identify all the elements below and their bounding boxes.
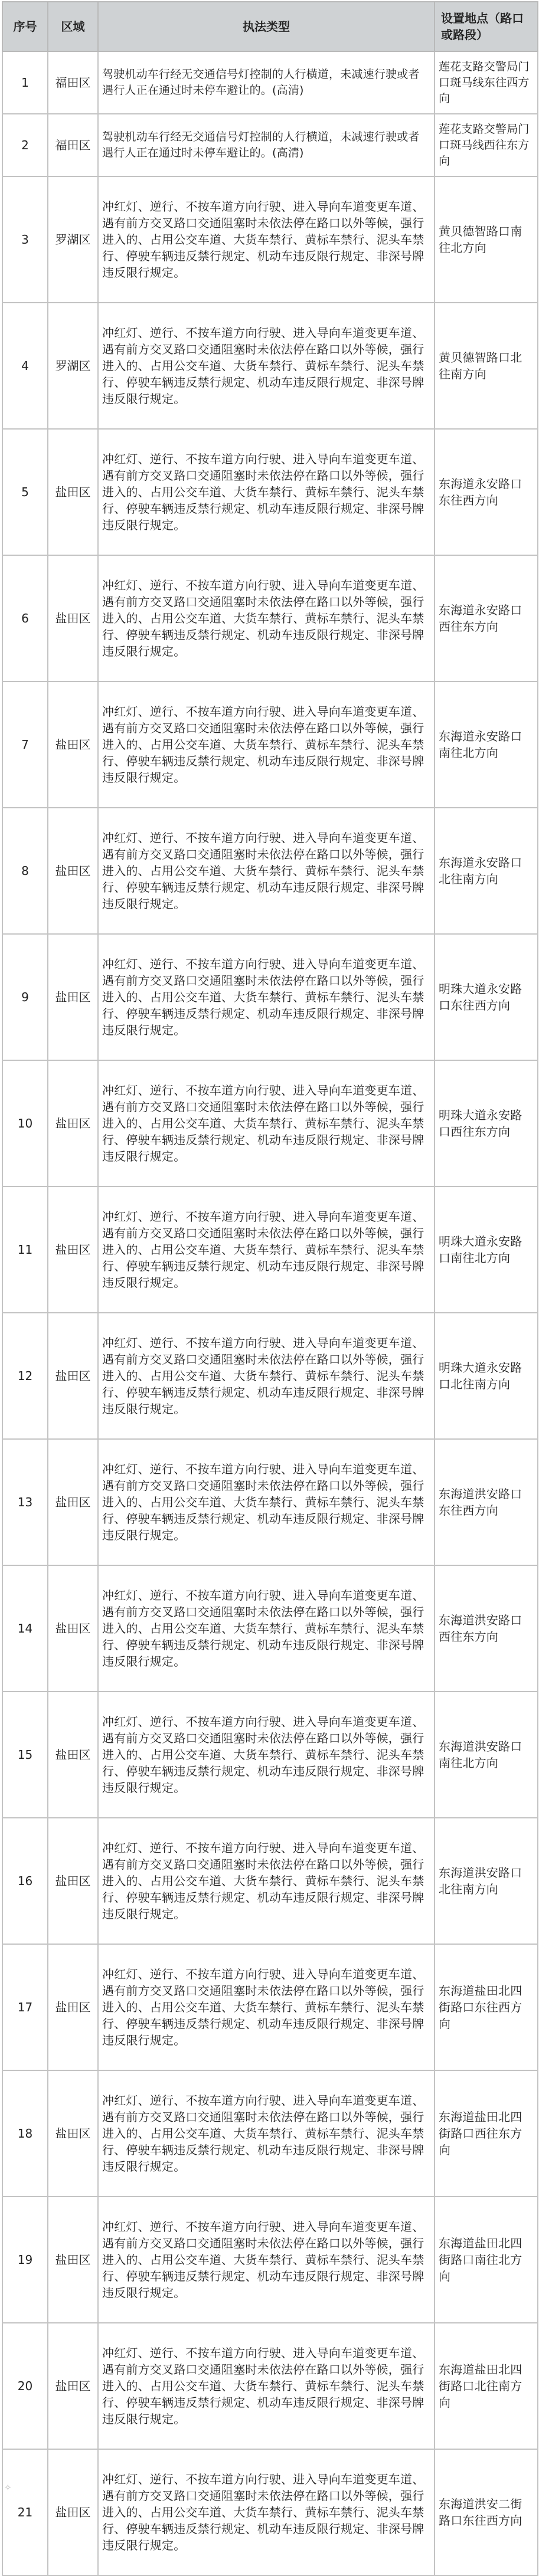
- table-row: [2, 1565, 538, 1692]
- row-location: 黄贝德智路口南往北方向: [435, 176, 538, 303]
- row-district: 盐田区: [48, 934, 98, 1060]
- table-row: [2, 1818, 538, 1944]
- row-location: 东海道永安路口西往东方向: [435, 555, 538, 681]
- row-location: 东海道永安路口东往西方向: [435, 429, 538, 555]
- row-location: 东海道盐田北四街路口北往南方向: [435, 2323, 538, 2449]
- row-district: 盐田区: [48, 555, 98, 681]
- row-num: 6: [2, 555, 48, 681]
- row-num: 11: [2, 1187, 48, 1313]
- row-type: 驾驶机动车行经无交通信号灯控制的人行横道，未减速行驶或者遇行人正在通过时未停车避让的。(高清): [98, 51, 435, 114]
- row-type: 冲红灯、逆行、不按车道方向行驶、进入导向车道变更车道、遇有前方交叉路口交通阻塞时未依法停在路口以外等候，强行进入的、占用公交车道、大货车禁行、黄标车禁行、泥头车禁行、停驶车辆违反禁行规定、机动车违反限行规定、非深号牌违反限行规定。: [98, 2197, 435, 2323]
- row-type: 冲红灯、逆行、不按车道方向行驶、进入导向车道变更车道、遇有前方交叉路口交通阻塞时未依法停在路口以外等候，强行进入的、占用公交车道、大货车禁行、黄标车禁行、泥头车禁行、停驶车辆违反禁行规定、机动车违反限行规定、非深号牌违反限行规定。: [98, 1060, 435, 1187]
- row-district: 盐田区: [48, 2197, 98, 2323]
- row-location: 东海道洪安路口东往西方向: [435, 1439, 538, 1565]
- row-type: 冲红灯、逆行、不按车道方向行驶、进入导向车道变更车道、遇有前方交叉路口交通阻塞时未依法停在路口以外等候，强行进入的、占用公交车道、大货车禁行、黄标车禁行、泥头车禁行、停驶车辆违反禁行规定、机动车违反限行规定、非深号牌违反限行规定。: [98, 2449, 435, 2575]
- row-num: 13: [2, 1439, 48, 1565]
- table-row: [2, 1944, 538, 2070]
- table-row: [2, 429, 538, 555]
- row-type: 冲红灯、逆行、不按车道方向行驶、进入导向车道变更车道、遇有前方交叉路口交通阻塞时未依法停在路口以外等候，强行进入的、占用公交车道、大货车禁行、黄标车禁行、泥头车禁行、停驶车辆违反禁行规定、机动车违反限行规定、非深号牌违反限行规定。: [98, 555, 435, 681]
- table-row: [2, 555, 538, 681]
- row-location: 东海道洪安二街路口东往西方向: [435, 2449, 538, 2575]
- row-num: 3: [2, 176, 48, 303]
- row-type: 冲红灯、逆行、不按车道方向行驶、进入导向车道变更车道、遇有前方交叉路口交通阻塞时未依法停在路口以外等候，强行进入的、占用公交车道、大货车禁行、黄标车禁行、泥头车禁行、停驶车辆违反禁行规定、机动车违反限行规定、非深号牌违反限行规定。: [98, 2070, 435, 2197]
- row-type: 冲红灯、逆行、不按车道方向行驶、进入导向车道变更车道、遇有前方交叉路口交通阻塞时未依法停在路口以外等候，强行进入的、占用公交车道、大货车禁行、黄标车禁行、泥头车禁行、停驶车辆违反禁行规定、机动车违反限行规定、非深号牌违反限行规定。: [98, 303, 435, 429]
- table-body: [2, 51, 538, 2575]
- row-district: 福田区: [48, 114, 98, 176]
- row-location: 莲花支路交警局门口斑马线西往东方向: [435, 114, 538, 176]
- table-row: [2, 2323, 538, 2449]
- row-num: 5: [2, 429, 48, 555]
- row-type: 冲红灯、逆行、不按车道方向行驶、进入导向车道变更车道、遇有前方交叉路口交通阻塞时未依法停在路口以外等候，强行进入的、占用公交车道、大货车禁行、黄标车禁行、泥头车禁行、停驶车辆违反禁行规定、机动车违反限行规定、非深号牌违反限行规定。: [98, 934, 435, 1060]
- row-district: 盐田区: [48, 1944, 98, 2070]
- row-district: 盐田区: [48, 2323, 98, 2449]
- row-num: 10: [2, 1060, 48, 1187]
- row-type: 冲红灯、逆行、不按车道方向行驶、进入导向车道变更车道、遇有前方交叉路口交通阻塞时未依法停在路口以外等候，强行进入的、占用公交车道、大货车禁行、黄标车禁行、泥头车禁行、停驶车辆违反禁行规定、机动车违反限行规定、非深号牌违反限行规定。: [98, 808, 435, 934]
- row-num: 4: [2, 303, 48, 429]
- row-type: 冲红灯、逆行、不按车道方向行驶、进入导向车道变更车道、遇有前方交叉路口交通阻塞时未依法停在路口以外等候，强行进入的、占用公交车道、大货车禁行、黄标车禁行、泥头车禁行、停驶车辆违反禁行规定、机动车违反限行规定、非深号牌违反限行规定。: [98, 1818, 435, 1944]
- row-district: 盐田区: [48, 1060, 98, 1187]
- row-type: 冲红灯、逆行、不按车道方向行驶、进入导向车道变更车道、遇有前方交叉路口交通阻塞时未依法停在路口以外等候，强行进入的、占用公交车道、大货车禁行、黄标车禁行、泥头车禁行、停驶车辆违反禁行规定、机动车违反限行规定、非深号牌违反限行规定。: [98, 1565, 435, 1692]
- row-type: 冲红灯、逆行、不按车道方向行驶、进入导向车道变更车道、遇有前方交叉路口交通阻塞时未依法停在路口以外等候，强行进入的、占用公交车道、大货车禁行、黄标车禁行、泥头车禁行、停驶车辆违反禁行规定、机动车违反限行规定、非深号牌违反限行规定。: [98, 1944, 435, 2070]
- row-num: 12: [2, 1313, 48, 1439]
- row-district: 盐田区: [48, 429, 98, 555]
- watermark-logo: ⟡: [5, 2481, 11, 2492]
- row-district: 罗湖区: [48, 176, 98, 303]
- row-district: 盐田区: [48, 1565, 98, 1692]
- table-row: [2, 1439, 538, 1565]
- row-district: 盐田区: [48, 1818, 98, 1944]
- row-district: 罗湖区: [48, 303, 98, 429]
- header-district: 区域: [48, 2, 98, 51]
- row-district: 盐田区: [48, 1187, 98, 1313]
- table-row: [2, 808, 538, 934]
- row-district: 盐田区: [48, 1313, 98, 1439]
- table-row: [2, 176, 538, 303]
- row-location: 东海道盐田北四街路口东往西方向: [435, 1944, 538, 2070]
- table-header-row: [2, 2, 538, 51]
- row-num: 8: [2, 808, 48, 934]
- table-row: [2, 1060, 538, 1187]
- row-location: 东海道洪安路口北往南方向: [435, 1818, 538, 1944]
- row-num: 19: [2, 2197, 48, 2323]
- row-district: 盐田区: [48, 1692, 98, 1818]
- row-type: 冲红灯、逆行、不按车道方向行驶、进入导向车道变更车道、遇有前方交叉路口交通阻塞时未依法停在路口以外等候，强行进入的、占用公交车道、大货车禁行、黄标车禁行、泥头车禁行、停驶车辆违反禁行规定、机动车违反限行规定、非深号牌违反限行规定。: [98, 2323, 435, 2449]
- table-row: [2, 1692, 538, 1818]
- row-num: 14: [2, 1565, 48, 1692]
- row-num: 15: [2, 1692, 48, 1818]
- table-row: [2, 2449, 538, 2575]
- row-location: 东海道盐田北四街路口西往东方向: [435, 2070, 538, 2197]
- row-district: 盐田区: [48, 681, 98, 808]
- row-district: 盐田区: [48, 808, 98, 934]
- row-num: 7: [2, 681, 48, 808]
- row-location: 东海道洪安路口西往东方向: [435, 1565, 538, 1692]
- row-location: 黄贝德智路口北往南方向: [435, 303, 538, 429]
- row-location: 明珠大道永安路口南往北方向: [435, 1187, 538, 1313]
- row-type: 冲红灯、逆行、不按车道方向行驶、进入导向车道变更车道、遇有前方交叉路口交通阻塞时未依法停在路口以外等候，强行进入的、占用公交车道、大货车禁行、黄标车禁行、泥头车禁行、停驶车辆违反禁行规定、机动车违反限行规定、非深号牌违反限行规定。: [98, 1313, 435, 1439]
- row-type: 驾驶机动车行经无交通信号灯控制的人行横道，未减速行驶或者遇行人正在通过时未停车避让的。(高清): [98, 114, 435, 176]
- row-num: 18: [2, 2070, 48, 2197]
- header-location: 设置地点（路口或路段）: [435, 2, 538, 51]
- row-num: 17: [2, 1944, 48, 2070]
- table-row: [2, 2197, 538, 2323]
- row-type: 冲红灯、逆行、不按车道方向行驶、进入导向车道变更车道、遇有前方交叉路口交通阻塞时未依法停在路口以外等候，强行进入的、占用公交车道、大货车禁行、黄标车禁行、泥头车禁行、停驶车辆违反禁行规定、机动车违反限行规定、非深号牌违反限行规定。: [98, 429, 435, 555]
- header-type: 执法类型: [98, 2, 435, 51]
- table-row: [2, 51, 538, 114]
- row-location: 东海道永安路口北往南方向: [435, 808, 538, 934]
- row-location: 莲花支路交警局门口斑马线东往西方向: [435, 51, 538, 114]
- row-type: 冲红灯、逆行、不按车道方向行驶、进入导向车道变更车道、遇有前方交叉路口交通阻塞时未依法停在路口以外等候，强行进入的、占用公交车道、大货车禁行、黄标车禁行、泥头车禁行、停驶车辆违反禁行规定、机动车违反限行规定、非深号牌违反限行规定。: [98, 681, 435, 808]
- row-type: 冲红灯、逆行、不按车道方向行驶、进入导向车道变更车道、遇有前方交叉路口交通阻塞时未依法停在路口以外等候，强行进入的、占用公交车道、大货车禁行、黄标车禁行、泥头车禁行、停驶车辆违反禁行规定、机动车违反限行规定、非深号牌违反限行规定。: [98, 1187, 435, 1313]
- row-num: 1: [2, 51, 48, 114]
- row-num: 21: [2, 2449, 48, 2575]
- table-row: [2, 1313, 538, 1439]
- row-location: 明珠大道永安路口东往西方向: [435, 934, 538, 1060]
- row-type: 冲红灯、逆行、不按车道方向行驶、进入导向车道变更车道、遇有前方交叉路口交通阻塞时未依法停在路口以外等候，强行进入的、占用公交车道、大货车禁行、黄标车禁行、泥头车禁行、停驶车辆违反禁行规定、机动车违反限行规定、非深号牌违反限行规定。: [98, 1692, 435, 1818]
- enforcement-table: [2, 1, 538, 2576]
- row-location: 东海道盐田北四街路口南往北方向: [435, 2197, 538, 2323]
- row-num: 9: [2, 934, 48, 1060]
- table-row: [2, 681, 538, 808]
- header-num: 序号: [2, 2, 48, 51]
- row-type: 冲红灯、逆行、不按车道方向行驶、进入导向车道变更车道、遇有前方交叉路口交通阻塞时未依法停在路口以外等候，强行进入的、占用公交车道、大货车禁行、黄标车禁行、泥头车禁行、停驶车辆违反禁行规定、机动车违反限行规定、非深号牌违反限行规定。: [98, 1439, 435, 1565]
- row-num: 16: [2, 1818, 48, 1944]
- table-row: [2, 114, 538, 176]
- row-district: 盐田区: [48, 1439, 98, 1565]
- table-row: [2, 303, 538, 429]
- row-num: 20: [2, 2323, 48, 2449]
- row-location: 明珠大道永安路口西往东方向: [435, 1060, 538, 1187]
- row-location: 明珠大道永安路口北往南方向: [435, 1313, 538, 1439]
- row-type: 冲红灯、逆行、不按车道方向行驶、进入导向车道变更车道、遇有前方交叉路口交通阻塞时未依法停在路口以外等候，强行进入的、占用公交车道、大货车禁行、黄标车禁行、泥头车禁行、停驶车辆违反禁行规定、机动车违反限行规定、非深号牌违反限行规定。: [98, 176, 435, 303]
- row-num: 2: [2, 114, 48, 176]
- table-row: [2, 934, 538, 1060]
- table-row: [2, 1187, 538, 1313]
- table-row: [2, 2070, 538, 2197]
- row-district: 盐田区: [48, 2070, 98, 2197]
- row-district: 盐田区: [48, 2449, 98, 2575]
- row-district: 福田区: [48, 51, 98, 114]
- row-location: 东海道洪安路口南往北方向: [435, 1692, 538, 1818]
- row-location: 东海道永安路口南往北方向: [435, 681, 538, 808]
